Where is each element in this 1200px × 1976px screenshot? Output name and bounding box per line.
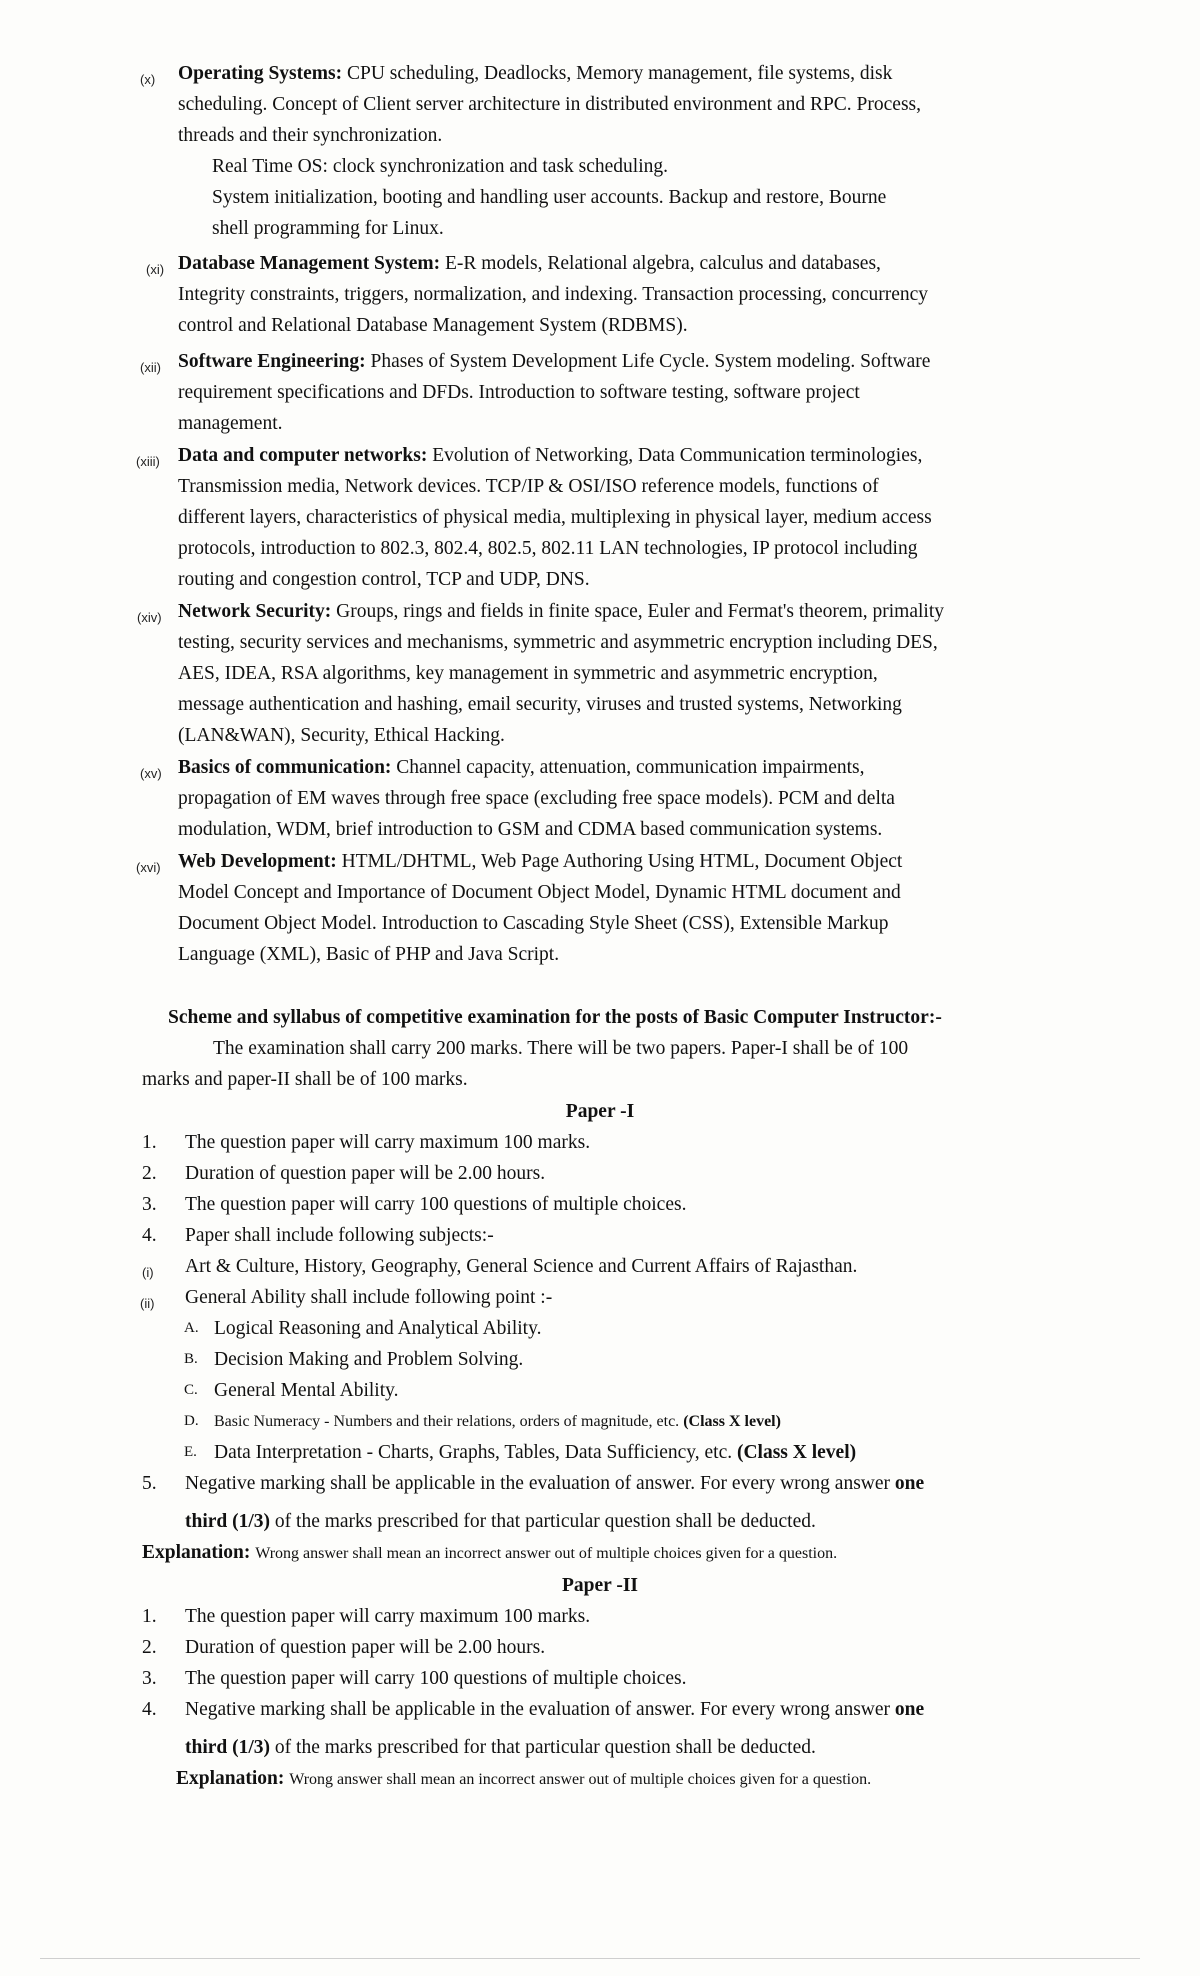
scheme-intro: The examination shall carry 200 marks. There will be two papers. Paper-I shall be of 100 [213,1038,909,1059]
document-page: (x) Operating Systems: CPU scheduling, Deadlocks, Memory management, file systems, disk scheduling. Concept of Client server architecture in distributed environment and RPC. Process, threads and their synchronization. Real Time OS: clock synchronization and task scheduling. System initialization, booting and handling user accounts. Backup and restore, Bourne shell programming for Linux. (xi) Database Management System: E-R models, Relational algebra, calculus and databases, Integrity constraints, triggers, normalization, and indexing. Transaction processing, concurrency control and Relational Database Management System (RDBMS). (xii) Software Engineering: Phases of System Development Life Cycle. System modeling. Software requirement specifications and DFDs. Introduction to software testing, software project management. (xiii) Data and computer networks: Evolution of Networking, Data Communication terminologies, Transmission media, Network devices. TCP/IP & OSI/ISO reference models, functions of different layers, characteristics of physical media, multiplexing in physical layer, medium access protocols, introduction to 802.3, 802.4, 802.5, 802.11 LAN technologies, IP protocol including routing and congestion control, TCP and UDP, DNS. (xiv) Network Security: Groups, rings and fields in finite space, Euler and Fermat's theorem, primality testing, security services and mechanisms, symmetric and asymmetric encryption including DES, AES, IDEA, RSA algorithms, key management in symmetric and asymmetric encryption, message authentication and hashing, email security, viruses and trusted systems, Networking (LAN&WAN), Security, Ethical Hacking. (xv) Basics of communication: Channel capacity, attenuation, communication impairments, propagation of EM waves through free space (excluding free space models). PCM and delta modulation, WDM, brief introduction to GSM and CDMA based communication systems. (xvi) Web Development: HTML/DHTML, Web Page Authoring Using HTML, Document Object Model Concept and Importance of Document Object Model, Dynamic HTML document and Document Object Model. Introduction to Cascading Style Sheet (CSS), Extensible Markup Language (XML), Basic of PHP and Java Script. Scheme and syllabus of competitive examination for the posts of Basic Computer Instructor:- The examination shall carry 200 marks. There will be two papers. Paper-I shall be of 100 marks and paper-II shall be of 100 marks. Paper -I 1. The question paper will carry maximum 100 marks. 2. Duration of question paper will be 2.00 hours. 3. The question paper will carry 100 questions of multiple choices. 4. Paper shall include following subjects:- (i) Art & Culture, History, Geography, General Science and Current Affairs of Rajasthan. (ii) General Ability shall include following point :- A. Logical Reasoning and Analytical Ability. B. Decision Making and Problem Solving. C. General Mental Ability. D. Basic Numeracy - Numbers and their relations, orders of magnitude, etc. (Class X level) E. Data Interpretation - Charts, Graphs, Tables, Data Sufficiency, etc. (Class X level) 5. Negative marking shall be applicable in the evaluation of answer. For every wrong answer one third (1/3) of the marks prescribed for that particular question shall be deducted. Explanation: Wrong answer shall mean an incorrect answer out of multiple choices given for a question. Paper -II 1. The question paper will carry maximum 100 marks. 2. Duration of question paper will be 2.00 hours. 3. The question paper will carry 100 questions of multiple choices. 4. Negative marking shall be applicable in the evaluation of answer. For every wrong answer one third (1/3) of the marks prescribed for that particular question shall be deducted. Explanation: Wrong answer shall mean an incorrect answer out of multiple choices given for a question. [0,0,1200,1976]
paper-2-explanation: Explanation: Wrong answer shall mean an incorrect answer out of multiple choices given for a question. [176,1768,872,1789]
paper-1-title: Paper -I [565,1101,635,1122]
topic-title: Database Management System: [178,253,441,274]
topic-number: (xiv) [137,610,162,625]
topic-title: Software Engineering: [178,351,366,372]
topic-number: (xiii) [136,454,160,469]
paper-1-explanation: Explanation: Wrong answer shall mean an incorrect answer out of multiple choices given for a question. [142,1542,838,1563]
topic-number: (xv) [140,766,162,781]
topic-title: Network Security: [178,601,332,622]
topic-number: (xi) [146,262,165,277]
topic-number: (xii) [140,360,161,375]
topic-number: (x) [140,72,156,87]
page-bottom-rule [40,1958,1140,1959]
topic-title: Basics of communication: [178,757,392,778]
topic-title: Web Development: [178,851,337,872]
topic-number: (xvi) [136,860,161,875]
paper-2-title: Paper -II [561,1575,638,1596]
topic-title: Data and computer networks: [178,445,428,466]
scheme-heading: Scheme and syllabus of competitive examination for the posts of Basic Computer Instructor:- [168,1007,942,1028]
scheme-intro-cont: marks and paper-II shall be of 100 marks. [142,1069,468,1090]
topic-title: Operating Systems: [178,63,343,84]
